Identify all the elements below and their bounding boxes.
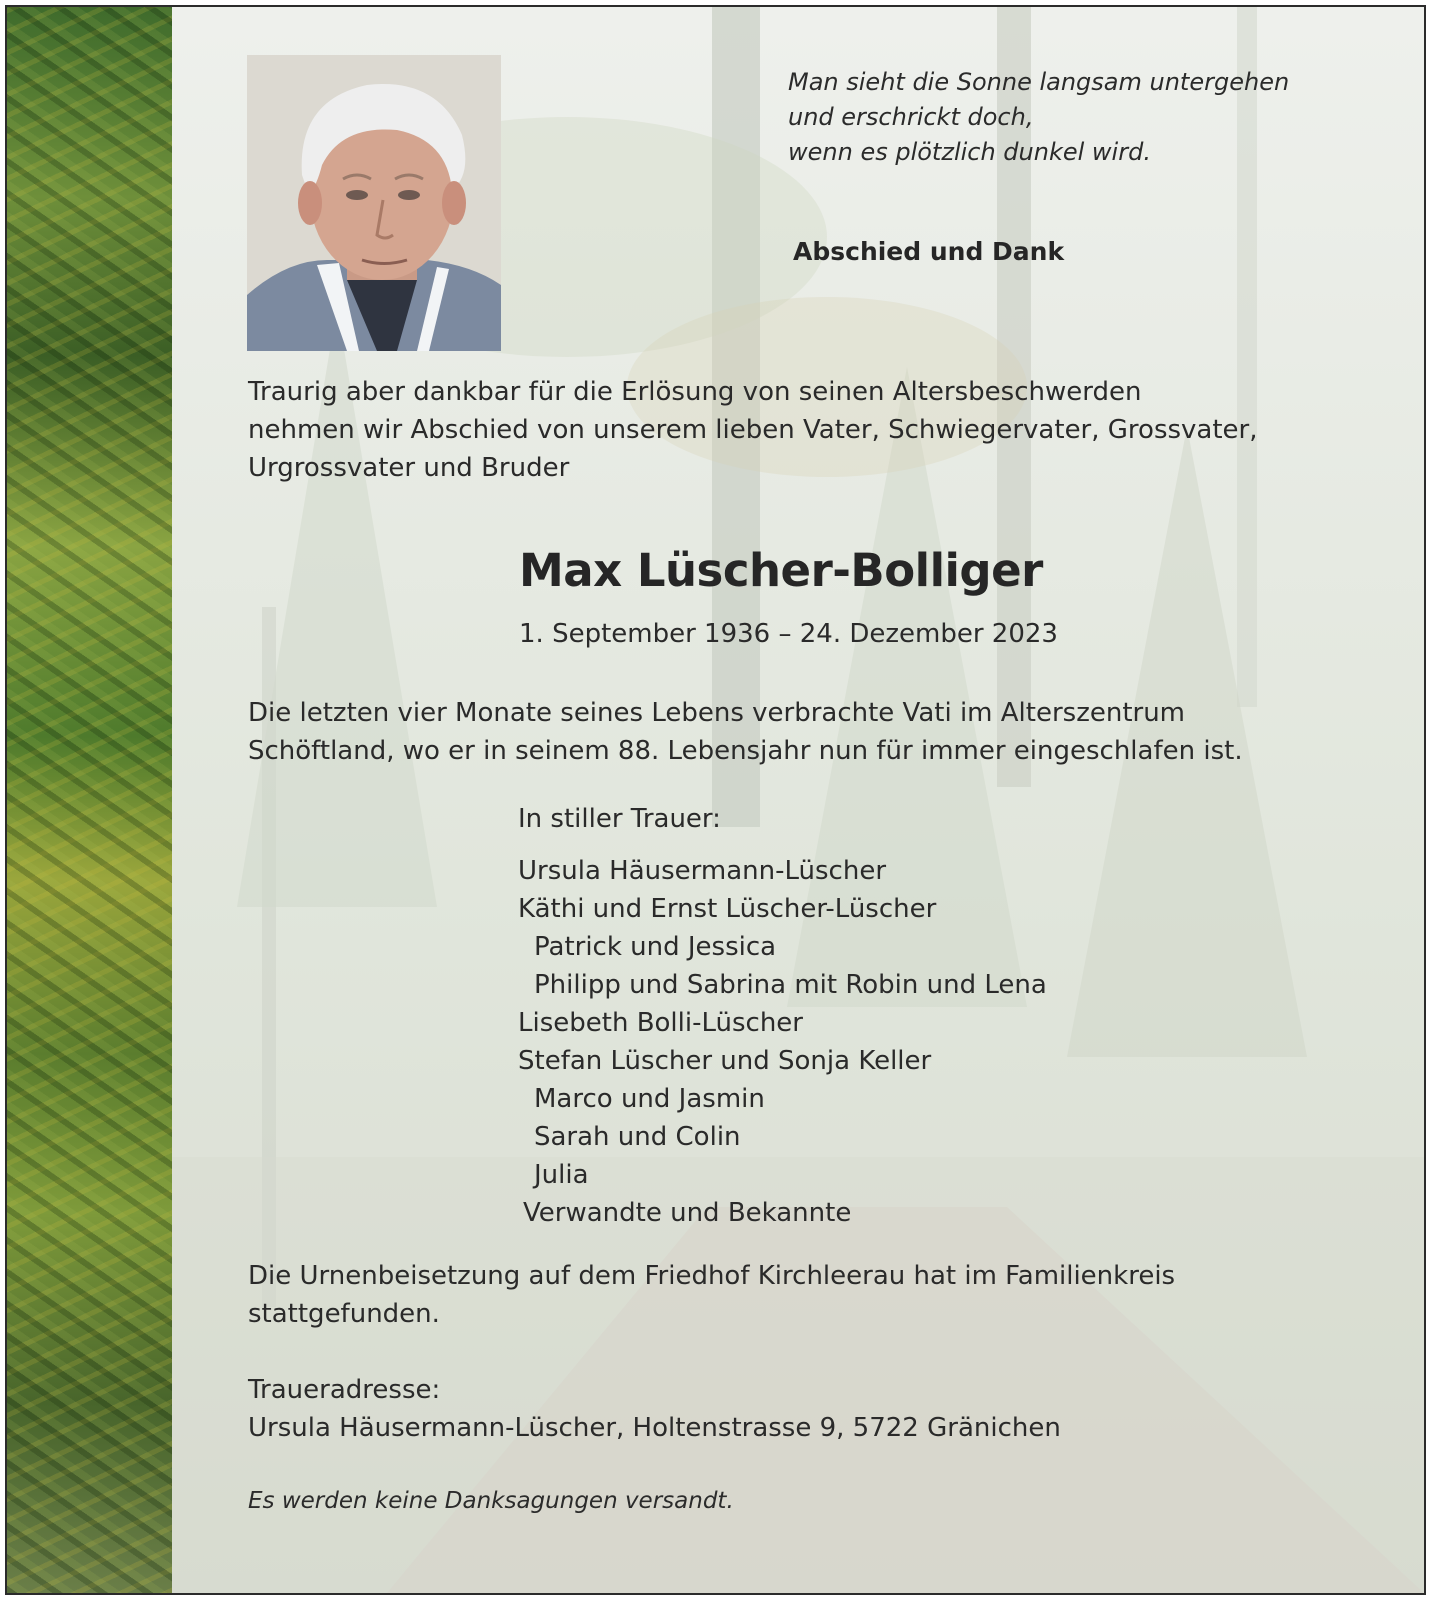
intro-line: Traurig aber dankbar für die Erlösung von seinen Altersbeschwerden bbox=[248, 377, 1142, 407]
memorial-quote bbox=[788, 65, 1388, 170]
life-note-line: Die letzten vier Monate seines Lebens verbrachte Vati im Alterszentrum bbox=[248, 698, 1186, 728]
quote-line: wenn es plötzlich dunkel wird. bbox=[788, 138, 1151, 166]
list-item: Käthi und Ernst Lüscher-Lüscher bbox=[518, 894, 937, 924]
list-item: Ursula Häusermann-Lüscher bbox=[518, 856, 887, 886]
intro-line: Urgrossvater und Bruder bbox=[248, 453, 570, 483]
list-item: Philipp und Sabrina mit Robin und Lena bbox=[534, 970, 1047, 1000]
quote-line: Man sieht die Sonne langsam untergehen bbox=[788, 68, 1290, 96]
list-item: Patrick und Jessica bbox=[534, 932, 777, 962]
mourners-list bbox=[518, 852, 1047, 1232]
mourning-address bbox=[248, 1371, 1061, 1447]
list-item: Stefan Lüscher und Sonja Keller bbox=[518, 1046, 932, 1076]
burial-line: stattgefunden. bbox=[248, 1299, 440, 1329]
mourning-label bbox=[518, 800, 721, 838]
portrait-illustration bbox=[247, 55, 501, 351]
list-item: Marco und Jasmin bbox=[534, 1084, 765, 1114]
portrait-photo bbox=[247, 55, 501, 351]
quote-line: und erschrickt doch, bbox=[788, 103, 1034, 131]
intro-line: nehmen wir Abschied von unserem lieben Vater, Schwiegervater, Grossvater, bbox=[248, 415, 1258, 445]
foliage-texture bbox=[7, 7, 172, 1593]
burial-paragraph bbox=[248, 1257, 1175, 1333]
address-value: Ursula Häusermann-Lüscher, Holtenstrasse 9, 5722 Gränichen bbox=[248, 1413, 1061, 1443]
list-item: Julia bbox=[534, 1160, 589, 1190]
deceased-name: Max Lüscher-Bolliger bbox=[519, 544, 1043, 597]
address-label: Traueradresse: bbox=[248, 1375, 441, 1405]
obituary-card bbox=[5, 5, 1426, 1595]
list-item: Verwandte und Bekannte bbox=[523, 1198, 852, 1228]
life-note-paragraph bbox=[248, 694, 1243, 770]
no-thanks-note: Es werden keine Danksagungen versandt. bbox=[248, 1488, 734, 1514]
intro-paragraph bbox=[248, 373, 1258, 487]
mourning-label-text: In stiller Trauer: bbox=[518, 804, 721, 834]
list-item: Lisebeth Bolli-Lüscher bbox=[518, 1008, 803, 1038]
life-note-line: Schöftland, wo er in seinem 88. Lebensjahr nun für immer eingeschlafen ist. bbox=[248, 736, 1243, 766]
life-dates: 1. September 1936 – 24. Dezember 2023 bbox=[519, 619, 1058, 649]
list-item: Sarah und Colin bbox=[534, 1122, 741, 1152]
heading-farewell: Abschied und Dank bbox=[793, 237, 1065, 266]
burial-line: Die Urnenbeisetzung auf dem Friedhof Kirchleerau hat im Familienkreis bbox=[248, 1261, 1176, 1291]
